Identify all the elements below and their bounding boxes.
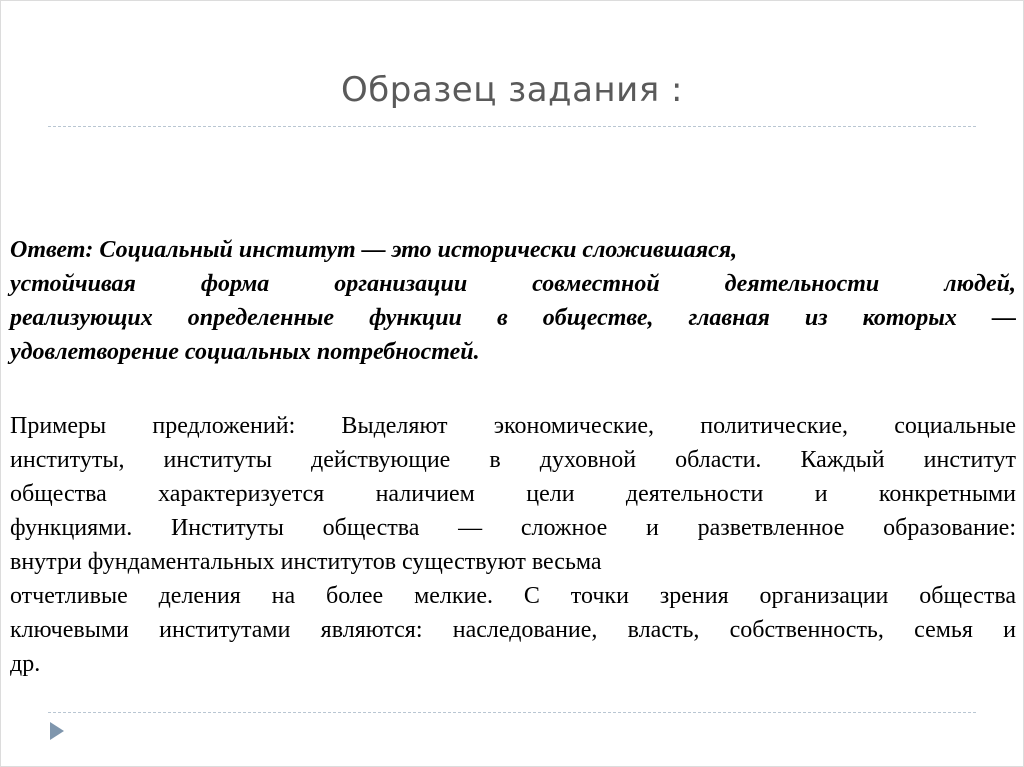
footer-divider	[48, 712, 976, 713]
example-line: ключевыми институтами являются: наследование, власть, собственность, семья и	[10, 617, 1016, 643]
examples-paragraph	[10, 409, 1016, 681]
example-line: др.	[10, 651, 41, 677]
slide-title: Образец задания :	[341, 70, 683, 110]
example-line: отчетливые деления на более мелкие. С точки зрения организации общества	[10, 583, 1016, 609]
example-line: функциями. Институты общества — сложное и разветвленное образование:	[10, 515, 1016, 541]
answer-line: Ответ: Социальный институт — это исторически сложившаяся,	[10, 237, 738, 263]
answer-line: реализующих определенные функции в обществе, главная из которых —	[10, 305, 1016, 331]
example-line: общества характеризуется наличием цели деятельности и конкретными	[10, 481, 1016, 507]
example-line: институты, институты действующие в духовной области. Каждый институт	[10, 447, 1016, 473]
example-line: внутри фундаментальных институтов существуют весьма	[10, 549, 602, 575]
answer-paragraph	[10, 233, 1016, 369]
title-divider	[48, 126, 976, 127]
answer-line: устойчивая форма организации совместной деятельности людей,	[10, 271, 1016, 297]
example-line: Примеры предложений: Выделяют экономические, политические, социальные	[10, 413, 1016, 439]
play-arrow-icon	[50, 722, 64, 740]
answer-line: удовлетворение социальных потребностей.	[10, 339, 480, 365]
